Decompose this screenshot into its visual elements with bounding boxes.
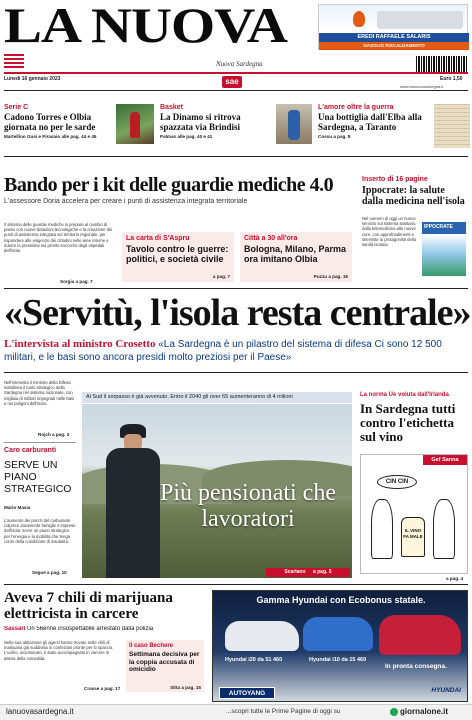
rule-5	[4, 584, 468, 585]
teaser-3[interactable]	[318, 104, 468, 150]
lead-subtitle: L'assessore Doria accelera per creare i punti di assistenza integrata territoriale	[4, 198, 248, 205]
box-text: Bologna, Milano, Parma ora imitano Olbia	[244, 244, 347, 264]
headline-intro-text: «La Sardegna è un pilastro del sistema di difesa Ci sono 12 500 militari, e le basi sono ancora presidi molto preziosi per il Paese»	[4, 339, 442, 363]
flame-icon	[353, 11, 365, 27]
ad-subtitle: GASOLIO RISCALDAMENTO	[319, 42, 469, 50]
teaser-ref: Palmas alle pag. 40 e 41	[160, 134, 213, 139]
teaser-photo	[116, 104, 154, 144]
teaser-ref: Martellino Gusi e Pirasaio alle pag. 44 e 45	[4, 134, 97, 139]
box-kicker: La carta di S'Aspru	[126, 235, 190, 242]
insert-box[interactable]	[362, 176, 468, 280]
masthead-rule	[4, 72, 468, 74]
lead-box-1[interactable]	[122, 232, 234, 282]
photo-title[interactable]: Più pensionati che lavoratori	[160, 480, 336, 532]
masthead-price: Euro 1,50	[440, 76, 463, 82]
interview-body: Nell'intervista il ministro della Difesa sottolinea il ruolo strategico della Sardegna nel sistema nazionale, con migliaia di militari impegnati nelle basi e nei poligoni dell'isola.	[4, 380, 75, 406]
masthead-left-marks	[4, 54, 24, 70]
insert-cover-label: IPPOCRATE	[424, 224, 453, 230]
car-red	[379, 615, 461, 655]
car-ad-brand: AUTOYANG	[219, 687, 275, 699]
lead-title[interactable]: Bando per i kit delle guardie mediche 4.0	[4, 174, 334, 196]
footer-right: ...scopri tutte le Prime Pagine di oggi su	[226, 708, 341, 715]
teaser-photo	[434, 104, 470, 148]
teaser-1[interactable]	[4, 104, 154, 150]
lead-body: Il sistema delle guardie mediche si prepara al cambio di passo con nuove dotazioni tecnologiche e la creazione dei punti di assistenza integrata sul territorio regionale, per rispondere alle esigenze dei cittadini nelle aree interne e ridurre la pressione sui pronto soccorso degli ospedali dell'isola.	[4, 222, 113, 254]
car-ad[interactable]	[212, 590, 468, 702]
bottom-sub: Un 56enne insospettabile arrestato dalla polizia	[27, 626, 154, 632]
car-ad-left-price: Hyundai i20 da 51 460	[225, 657, 283, 663]
teaser-title: Una bottiglia dall'Elba alla Sardegna, a Taranto	[318, 112, 422, 132]
insert-title: Ippocrate: la salute dalla medicina nell'isola	[362, 185, 465, 207]
rule-4	[4, 372, 468, 373]
bottom-kicker: Sassari	[4, 626, 26, 632]
box-ref: a pag. 7	[212, 274, 230, 279]
rule-1	[4, 90, 468, 91]
masthead-url: www.lanuovasardegna.it	[400, 84, 444, 89]
photo-ref	[266, 568, 350, 577]
cartoon-figure-left	[371, 499, 393, 559]
lead-ref: Sorgia a pag. 7	[60, 279, 93, 284]
insert-kicker: Inserto di 16 pagine	[362, 176, 428, 183]
teaser-2[interactable]	[160, 104, 310, 150]
photo-ref-page: a pag. 5	[312, 569, 332, 575]
headline-intro-kicker: L'intervista al ministro Crosetto	[4, 338, 156, 350]
masthead-title: LA NUOVA	[4, 0, 287, 53]
cartoon-box	[360, 454, 468, 574]
teaser-ref: Cossu a pag. 8	[318, 134, 351, 139]
lead-box-2[interactable]	[240, 232, 352, 282]
car-ad-mid-price: Hyundai i10 da 15 460	[309, 657, 367, 663]
wine-ref: a pag. 4	[446, 576, 464, 581]
cartoon-label: Gef Sanna	[423, 455, 467, 465]
box-kicker: Il caso Bechere	[129, 643, 174, 649]
opinion-byline: Mario Masia	[4, 505, 31, 510]
bottom-body: Nella sua abitazione gli agenti hanno trovato sette chili di marijuana già suddivisa in confezioni pronte per lo spaccio. L'uomo, incensurato, è stato accompagnato in carcere in attesa della convalida.	[4, 640, 114, 661]
footer-brand[interactable]: giornalone.it	[400, 707, 448, 716]
footer-left[interactable]: lanuovasardegna.it	[6, 707, 74, 716]
photo-banner: Al Sud il sorpasso è già avvenuto. Entro il 2040 gli over 65 aumenteranno di 4 milioni	[82, 392, 352, 403]
truck-icon	[377, 11, 463, 29]
rule-2	[4, 156, 468, 157]
insert-body: Nel numero di oggi un nuovo servizio sul sistema sanitario, dalla telemedicina alle nuove cure, con approfondimenti e interviste ai protagonisti della sanità isolana.	[362, 216, 417, 248]
opinion-body: L'aumento dei prezzi del carburante colpisce duramente famiglie e imprese dell'isola: serve un piano strategico per l'energia e la mobilità che tenga conto della condizione di insularità.	[4, 518, 76, 544]
bottom-sub-line	[4, 626, 216, 632]
car-ad-right: In pronta consegna.	[385, 663, 447, 670]
teaser-title: La Dinamo si ritrova spazzata via Brindisi	[160, 112, 241, 132]
box-text: Settimana decisiva per la coppia accusata di omicidio	[129, 651, 200, 673]
barcode	[416, 56, 468, 72]
photo-ref-name: Scarlano	[284, 569, 306, 575]
cartoon-figure-right	[433, 499, 455, 559]
bottom-ref: Crasse a pag. 17	[84, 686, 121, 691]
teaser-kicker: Serie C	[4, 104, 29, 111]
player-figure	[130, 112, 140, 138]
box-kicker: Città a 30 all'ora	[244, 235, 298, 242]
wine-kicker: La norma Ue voluta dall'Irlanda	[360, 392, 449, 398]
box-ref: Sitta a pag. 15	[170, 685, 201, 690]
teaser-photo	[276, 104, 312, 144]
box-text: Tavolo contro le guerre: politici, e società civile	[126, 244, 229, 264]
opinion-title[interactable]: SERVE UN PIANO STRATEGICO	[4, 459, 72, 495]
wine-title[interactable]: In Sardegna tutti contro l'etichetta sul vino	[360, 401, 456, 444]
box-ref: Puzzu a pag. 16	[313, 274, 348, 279]
giornalone-icon	[390, 708, 398, 716]
car-ad-title: Gamma Hyundai con Ecobonus statale.	[256, 595, 426, 605]
teaser-kicker: Basket	[160, 104, 183, 111]
masthead-date-line: Lunedì 16 gennaio 2023	[4, 76, 61, 82]
ad-title: EREDI RAFFAELE SALARIS	[319, 33, 469, 42]
car-ad-brand-2: HYUNDAI	[431, 687, 461, 694]
opinion-ref: Segue a pag. 10	[32, 570, 67, 575]
player-figure	[288, 110, 300, 140]
bottom-title[interactable]: Aveva 7 chili di marijuana elettricista in carcere	[4, 590, 173, 622]
interview-ref: Rojch a pag. 3	[38, 432, 70, 437]
teaser-title: Cadono Torres e Olbia giornata no per le sarde	[4, 112, 96, 132]
insert-cover	[422, 222, 466, 276]
masthead-ad	[318, 4, 468, 50]
rule-3	[4, 288, 468, 289]
cartoon-bubble: CIN CIN	[377, 475, 417, 489]
rule-left	[4, 442, 76, 443]
headline-intro	[4, 338, 468, 364]
cartoon-bottle: IL VINO FA MALE	[401, 517, 425, 557]
opinion-kicker: Caro carburanti	[4, 447, 57, 454]
sae-logo: sae	[222, 76, 242, 88]
car-blue	[303, 617, 373, 651]
masthead-subtitle: Nuova Sardegna	[216, 60, 263, 68]
teaser-kicker: L'amore oltre la guerra	[318, 104, 394, 111]
bottom-box[interactable]	[126, 640, 204, 692]
car-white	[225, 621, 299, 651]
main-headline[interactable]: «Servitù, l'isola resta centrale»	[4, 292, 471, 334]
